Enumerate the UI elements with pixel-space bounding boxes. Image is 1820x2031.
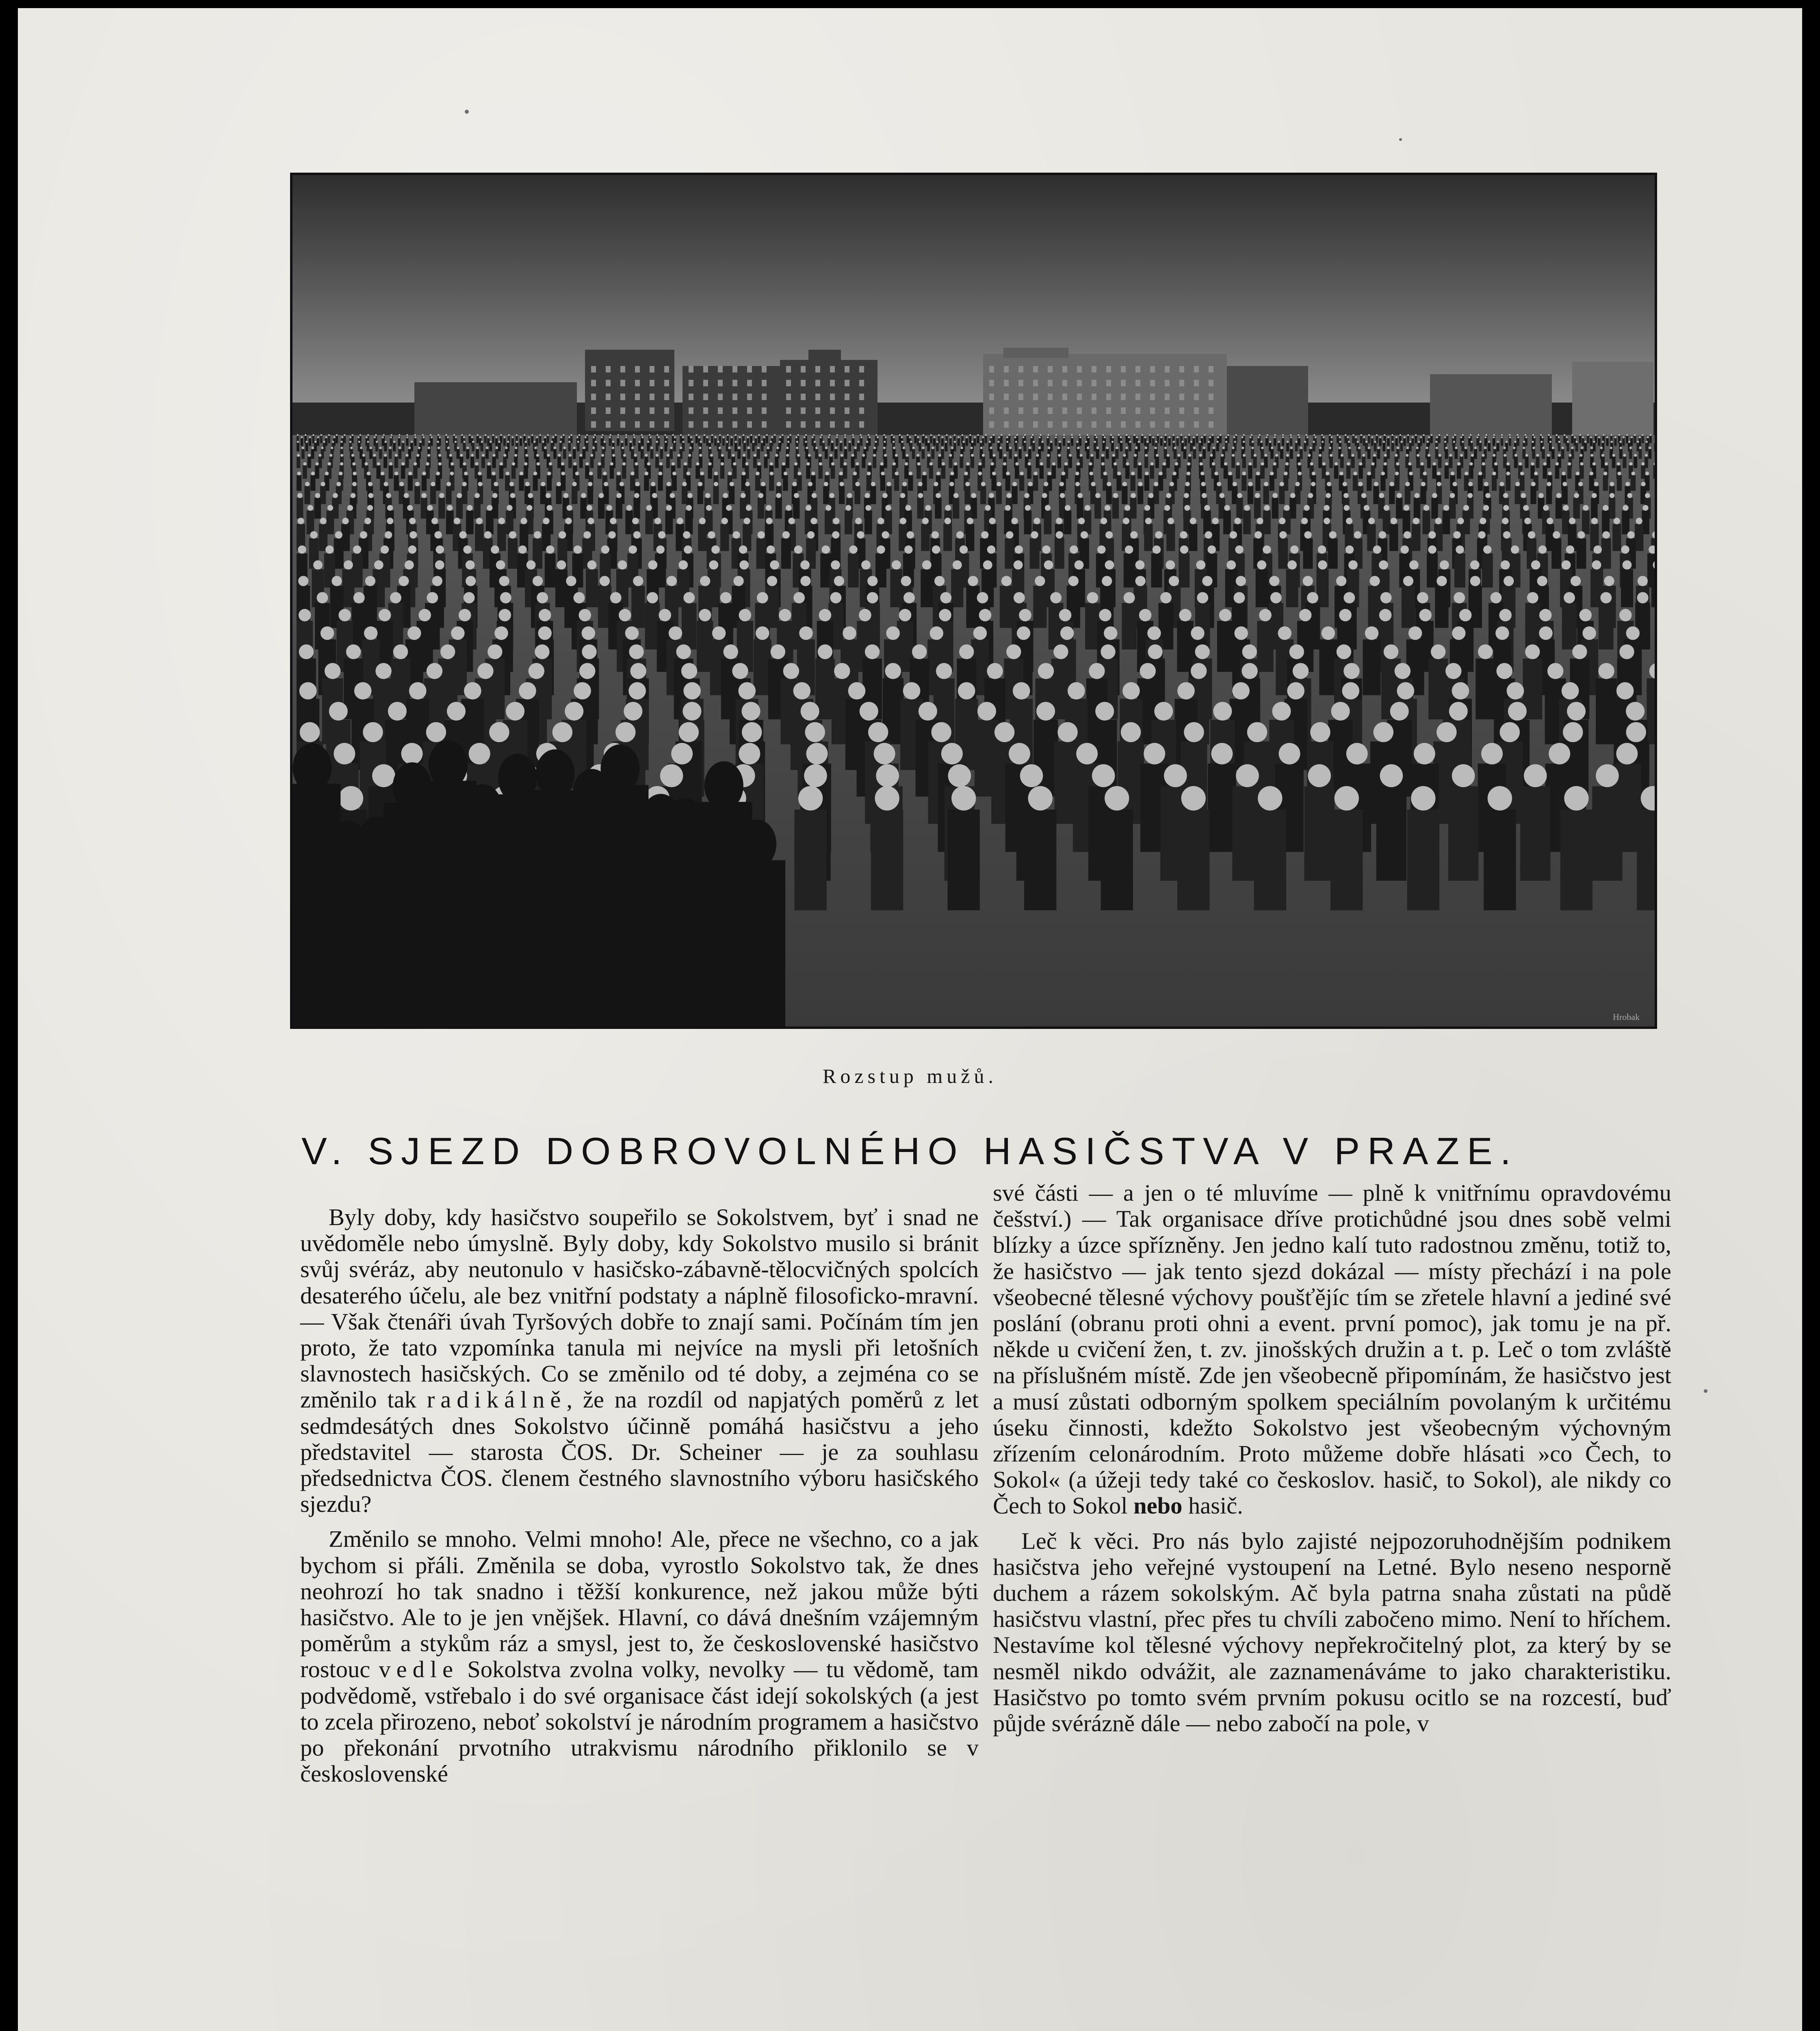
building-window: [1121, 366, 1126, 372]
building-window: [1135, 421, 1140, 428]
building-window: [801, 407, 806, 414]
building-window: [1106, 380, 1111, 386]
building-window: [1179, 380, 1184, 386]
building-window: [718, 394, 723, 400]
building-window: [1018, 421, 1023, 428]
building-window: [1048, 421, 1053, 428]
building-window: [1209, 380, 1213, 386]
building-window: [1004, 407, 1009, 414]
building-window: [1092, 366, 1096, 372]
building-window: [635, 366, 640, 372]
building-window: [762, 407, 767, 414]
building-window: [650, 407, 654, 414]
building-window: [703, 366, 708, 372]
building-window: [1048, 366, 1053, 372]
building-window: [1033, 366, 1038, 372]
building-window: [762, 366, 767, 372]
building-window: [591, 366, 596, 372]
building-window: [989, 366, 994, 372]
article-title: V. SJEZD DOBROVOLNÉHO HASIČSTVA V PRAZE.: [301, 1130, 1519, 1172]
building-window: [664, 407, 669, 414]
building-window: [1121, 394, 1126, 400]
building-window: [1194, 394, 1199, 400]
building-window: [801, 366, 806, 372]
building-window: [1048, 394, 1053, 400]
building-window: [1062, 407, 1067, 414]
building-window: [801, 421, 806, 428]
building-window: [1135, 380, 1140, 386]
building-window: [830, 366, 835, 372]
photograph-men-formation: [290, 173, 1657, 1029]
building-window: [1033, 380, 1038, 386]
paragraph: Leč k věci. Pro nás bylo zajisté nejpozoruhodnějším podnikem hasičstva jeho veřejné vystoupení na Letné. Bylo neseno nesporně duchem a rázem sokolským. Ač byla patrna snaha zůstati na půdě hasičstvu vlastní, přec přes tu chvíli zabočeno mimo. Není to hříchem. Nestavíme kol tělesné výchovy nepřekročitelný plot, za který by se nesměl nikdo odvážit, ale zaznamenáváme to jako charakteristiku. Hasičstvo po tomto svém prvním pokusu ocitlo se na rozcestí, buď půjde svérázně dále — nebo zabočí na pole, v: [993, 1527, 1671, 1737]
building-window: [1077, 394, 1082, 400]
building-window: [1150, 407, 1155, 414]
building-window: [1179, 407, 1184, 414]
building-window: [1018, 394, 1023, 400]
building-window: [635, 380, 640, 386]
building-window: [650, 421, 654, 428]
building-window: [1209, 366, 1213, 372]
building-window: [1121, 380, 1126, 386]
building-window: [1165, 407, 1170, 414]
building-window: [1150, 421, 1155, 428]
building-window: [1165, 394, 1170, 400]
building-window: [1077, 366, 1082, 372]
building-window: [1004, 380, 1009, 386]
building-window: [1004, 421, 1009, 428]
building-window: [815, 380, 820, 386]
building-window: [620, 380, 625, 386]
building-window: [703, 380, 708, 386]
left-column: [300, 1204, 979, 1796]
building-window: [718, 380, 723, 386]
building-window: [859, 407, 864, 414]
building-window: [815, 394, 820, 400]
building-window: [845, 407, 849, 414]
building-window: [747, 380, 752, 386]
building-window: [689, 366, 693, 372]
building-window: [620, 407, 625, 414]
building-window: [1165, 366, 1170, 372]
building-window: [635, 421, 640, 428]
building-window: [689, 421, 693, 428]
building-window: [664, 380, 669, 386]
building-window: [1135, 407, 1140, 414]
building-window: [859, 380, 864, 386]
building-window: [786, 394, 791, 400]
building-window: [830, 394, 835, 400]
building-window: [1106, 407, 1111, 414]
document-page: [18, 8, 1802, 2031]
building-window: [1048, 380, 1053, 386]
building-window: [1092, 380, 1096, 386]
building-window: [830, 407, 835, 414]
building-window: [732, 421, 737, 428]
building-window: [815, 421, 820, 428]
building-window: [1092, 407, 1096, 414]
building-window: [1077, 380, 1082, 386]
building-window: [606, 394, 611, 400]
building-window: [1150, 366, 1155, 372]
building-window: [703, 394, 708, 400]
building-window: [989, 407, 994, 414]
building-window: [1209, 394, 1213, 400]
building-window: [762, 421, 767, 428]
building-window: [1135, 366, 1140, 372]
building-window: [689, 407, 693, 414]
building-window: [1033, 394, 1038, 400]
building-window: [591, 407, 596, 414]
building-window: [989, 421, 994, 428]
building-window: [1048, 407, 1053, 414]
building-window: [620, 394, 625, 400]
building-window: [1106, 394, 1111, 400]
building-window: [1106, 366, 1111, 372]
building-window: [830, 380, 835, 386]
building-window: [718, 421, 723, 428]
building-window: [718, 366, 723, 372]
building-window: [815, 366, 820, 372]
building-window: [989, 394, 994, 400]
building-window: [1018, 366, 1023, 372]
building-window: [1209, 407, 1213, 414]
building-window: [591, 380, 596, 386]
building-window: [664, 394, 669, 400]
photo-scene: [292, 175, 1655, 1026]
building-window: [859, 394, 864, 400]
building-window: [718, 407, 723, 414]
building-window: [762, 380, 767, 386]
building-window: [1121, 421, 1126, 428]
right-column: [993, 1180, 1671, 1745]
building-window: [650, 394, 654, 400]
building-window: [989, 380, 994, 386]
building-window: [747, 366, 752, 372]
building-window: [732, 394, 737, 400]
building-window: [1179, 366, 1184, 372]
building-window: [591, 394, 596, 400]
building-window: [1165, 380, 1170, 386]
building-window: [801, 380, 806, 386]
building-window: [1121, 407, 1126, 414]
building-window: [703, 421, 708, 428]
building-window: [591, 421, 596, 428]
building-window: [786, 366, 791, 372]
building-window: [620, 421, 625, 428]
building-window: [1077, 421, 1082, 428]
building-window: [1150, 394, 1155, 400]
building-window: [1018, 407, 1023, 414]
building-window: [1004, 394, 1009, 400]
building-window: [845, 421, 849, 428]
building-window: [1062, 380, 1067, 386]
building-window: [1179, 394, 1184, 400]
building-window: [801, 394, 806, 400]
dust-speck: [1399, 138, 1402, 141]
building-window: [606, 421, 611, 428]
building-window: [1033, 421, 1038, 428]
building-window: [606, 407, 611, 414]
building-window: [606, 380, 611, 386]
building-window: [815, 407, 820, 414]
building-window: [1194, 421, 1199, 428]
building-window: [786, 407, 791, 414]
building-window: [786, 421, 791, 428]
building-window: [1194, 380, 1199, 386]
building-window: [1018, 380, 1023, 386]
building-window: [1106, 421, 1111, 428]
dust-speck: [1704, 1389, 1707, 1393]
building-window: [786, 380, 791, 386]
paragraph: Změnilo se mnoho. Velmi mnoho! Ale, přece ne všechno, co a jak bychom si přáli. Změnila se doba, vyrostlo Sokolstvo tak, že dnes neohrozí ho tak snadno i těžší konkurence, než jakou může býti hasičstvo. Ale to je jen vnějšek. Hlavní, co dává dnešním vzájemným poměrům a stykům ráz a smysl, jest to, že československé hasičstvo rostouc vedle Sokolstva zvolna volky, nevolky — tu vědomě, tam podvědomě, vstřebalo i do své organisace část idejí sokolských (a jest to zcela přirozeno, neboť sokolství je národním programem a hasičstvo po překonání prvotního utrakvismu národního přiklonilo se v československé: [300, 1526, 979, 1787]
building-window: [689, 380, 693, 386]
building-window: [1062, 394, 1067, 400]
building-window: [1135, 394, 1140, 400]
building-window: [845, 366, 849, 372]
building-window: [859, 366, 864, 372]
building-window: [859, 421, 864, 428]
building-window: [650, 366, 654, 372]
building-window: [664, 421, 669, 428]
paragraph: své části — a jen o té mluvíme — plně k vnitřnímu opravdovému češství.) — Tak organisace dříve protichůdné jsou dnes sobě velmi blízky a úzce spřízněny. Jen jedno kalí tuto radostnou změnu, totiž to, že hasičstvo — jak tento sjezd dokázal — místy přechází i na pole všeobecné tělesné výchovy poušťějíc tím se zřetele hlavní a jediné své poslání (obranu proti ohni a event. první pomoc), jak tomu je na př. někde u cvičení žen, t. zv. jinošských družin a t. p. Leč o tom zvláště na příslušném místě. Zde jen všeobecně připomínám, že hasičstvo jest a musí zůstati odborným spolkem speciálním povolaným k určitému úseku činnosti, kdežto Sokolstvo jest všeobecným výchovným zřízením celonárodním. Proto můžeme dobře hlásati »co Čech, to Sokol« (a úžeji tedy také co českoslov. hasič, to Sokol), ale nikdy co Čech to Sokol nebo hasič.: [993, 1180, 1671, 1519]
building-window: [1179, 421, 1184, 428]
building-window: [732, 366, 737, 372]
building-window: [1194, 407, 1199, 414]
building-window: [635, 394, 640, 400]
building-window: [1209, 421, 1213, 428]
building-window: [830, 421, 835, 428]
building-window: [1062, 421, 1067, 428]
building-window: [845, 394, 849, 400]
building-window: [689, 394, 693, 400]
building-window: [845, 380, 849, 386]
building-window: [747, 421, 752, 428]
building-window: [1077, 407, 1082, 414]
building-window: [650, 380, 654, 386]
building-window: [606, 366, 611, 372]
building-window: [1150, 380, 1155, 386]
building-window: [635, 407, 640, 414]
building-window: [1092, 394, 1096, 400]
building-window: [1092, 421, 1096, 428]
building-window: [1165, 421, 1170, 428]
building-window: [664, 366, 669, 372]
building-window: [703, 407, 708, 414]
building-window: [732, 407, 737, 414]
building-window: [732, 380, 737, 386]
photo-caption: Rozstup mužů.: [823, 1065, 997, 1087]
building-window: [1194, 366, 1199, 372]
building-window: [747, 394, 752, 400]
paragraph: Byly doby, kdy hasičstvo soupeřilo se Sokolstvem, byť i snad ne uvědoměle nebo úmyslně. Byly doby, kdy Sokolstvo musilo si bránit svůj svéráz, aby neutonulo v hasičsko-zábavně-tělocvičných spolcích desaterého účelu, ale bez vnitřní podstaty a náplně filosoficko-mravní. — Však čtenáři úvah Tyršových dobře to znají sami. Počínám tím jen proto, že tato vzpomínka tanula mi nejvíce na mysli při letošních slavnostech hasičských. Co se změnilo od té doby, a zejména co se změnilo tak radikálně, že na rozdíl od napjatých poměrů z let sedmdesátých dnes Sokolstvo účinně pomáhá hasičstvu a jeho představitel — starosta ČOS. Dr. Scheiner — je za souhlasu předsednictva ČOS. členem čestného slavnostního výboru hasičského sjezdu?: [300, 1204, 979, 1518]
dust-speck: [465, 110, 469, 114]
building-window: [1033, 407, 1038, 414]
building-window: [1004, 366, 1009, 372]
spectator-body: [728, 860, 785, 1026]
building-window: [747, 407, 752, 414]
building-window: [1062, 366, 1067, 372]
building-window: [762, 394, 767, 400]
building-window: [620, 366, 625, 372]
